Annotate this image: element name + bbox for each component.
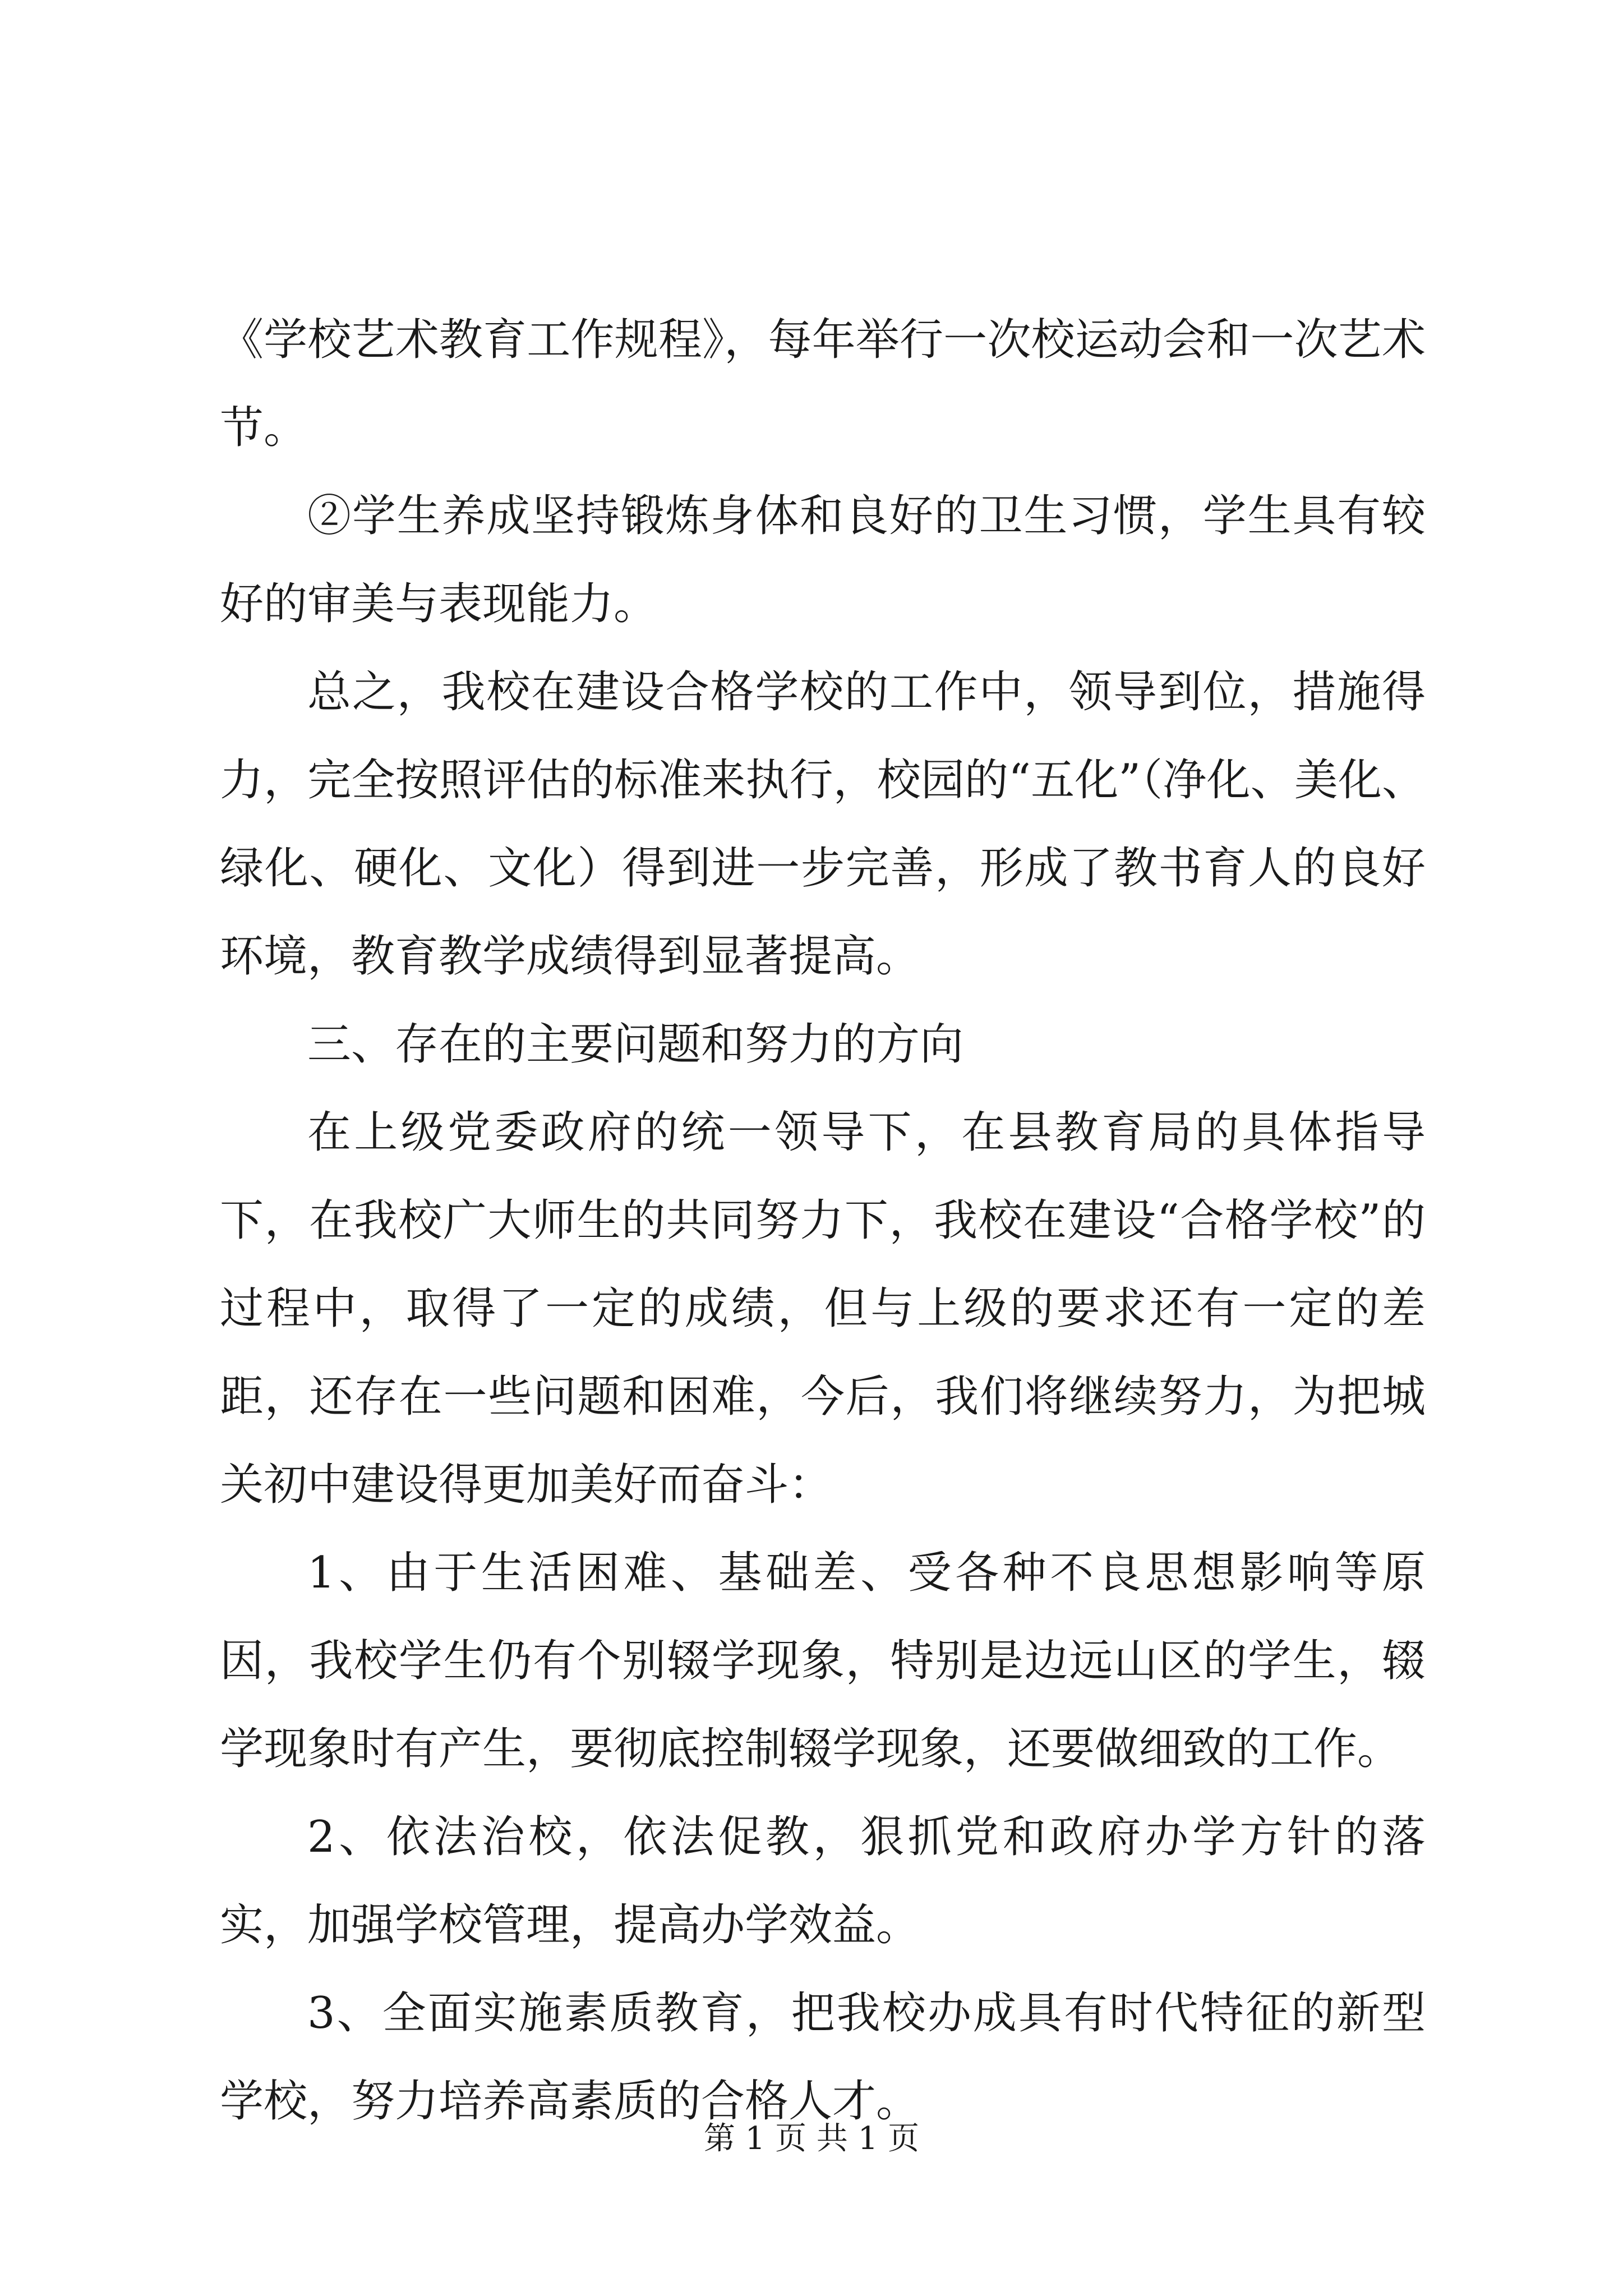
paragraph-1: 《学校艺术教育工作规程》，每年举行一次校运动会和一次艺术节。 [220,315,1426,453]
list-item-2: 2、依法治校，依法促教，狠抓党和政府办学方针的落实，加强学校管理，提高办学效益。 [220,1812,1426,1950]
section-heading: 三、存在的主要问题和努力的方向 [307,1019,964,1070]
document-body [220,296,1426,2146]
paragraph-5: 在上级党委政府的统一领导下，在县教育局的具体指导下，在我校广大师生的共同努力下，我校在建设“合格学校”的过程中，取得了一定的成绩，但与上级的要求还有一定的差距，还存在一些问题和困难，今后，我们将继续努力，为把城关初中建设得更加美好而奋斗： [220,1107,1426,1510]
paragraph-3: 总之，我校在建设合格学校的工作中，领导到位，措施得力，完全按照评估的标准来执行，校园的“五化”（净化、美化、绿化、硬化、文化）得到进一步完善，形成了教书育人的良好环境，教育教学成绩得到显著提高。 [220,667,1426,982]
list-item-1: 1、由于生活困难、基础差、受各种不良思想影响等原因，我校学生仍有个别辍学现象，特别是边远山区的学生，辍学现象时有产生，要彻底控制辍学现象，还要做细致的工作。 [220,1548,1426,1774]
page-footer: 第 1 页 共 1 页 [703,2120,920,2157]
list-item-3: 3、全面实施素质教育，把我校办成具有时代特征的新型学校，努力培养高素质的合格人才。 [220,1988,1426,2127]
paragraph-2: ②学生养成坚持锻炼身体和良好的卫生习惯，学生具有较好的审美与表现能力。 [220,491,1426,629]
